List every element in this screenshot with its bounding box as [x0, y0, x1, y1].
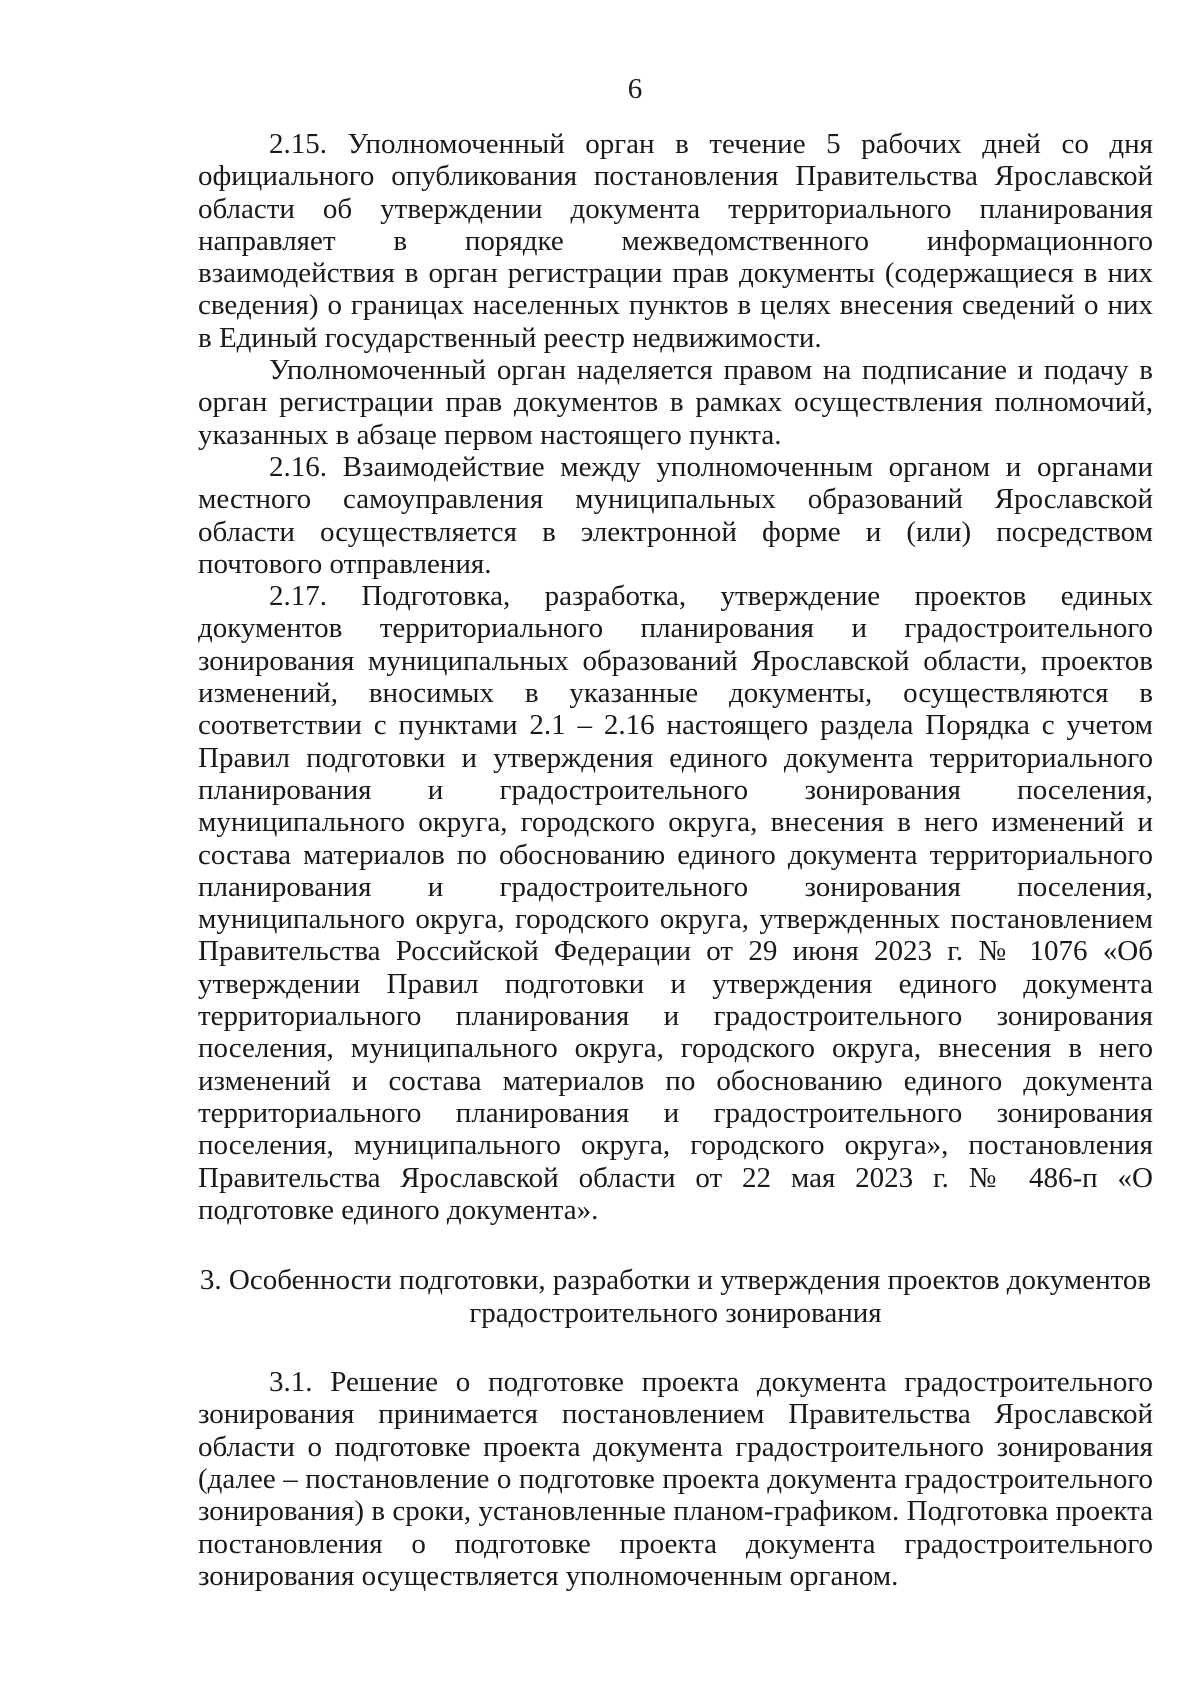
- paragraph-2-16: 2.16. Взаимодействие между уполномоченным органом и органами местного самоуправления муниципальных образований Ярославской области осуществляется в электронной форме и (или) посредством почтового отправления.: [198, 450, 1153, 580]
- paragraph-2-17: 2.17. Подготовка, разработка, утверждение проектов единых документов территориального планирования и градостроительного зонирования муниципальных образований Ярославской области, проектов изменений, вносимых в указанные документы, осуществляются в соответствии с пунктами 2.1 – 2.16 настоящего раздела Порядка с учетом Правил подготовки и утверждения единого документа территориального планирования и градостроительного зонирования поселения, муниципального округа, городского округа, внесения в него изменений и состава материалов по обоснованию единого документа территориального планирования и градостроительного зонирования поселения, муниципального округа, городского округа, утвержденных постановлением Правительства Российской Федерации от 29 июня 2023 г. № 1076 «Об утверждении Правил подготовки и утверждения единого документа территориального планирования и градостроительного зонирования поселения, муниципального округа, городского округа, внесения в него изменений и состава материалов по обоснованию единого документа территориального планирования и градостроительного зонирования поселения, муниципального округа, городского округа», постановления Правительства Ярославской области от 22 мая 2023 г. № 486-п «О подготовке единого документа».: [198, 580, 1153, 1226]
- page-number: 6: [627, 73, 643, 105]
- paragraph-2-15: 2.15. Уполномоченный орган в течение 5 рабочих дней со дня официального опубликования постановления Правительства Ярославской области об утверждении документа территориального планирования направляет в порядке межведомственного информационного взаимодействия в орган регистрации прав документы (содержащиеся в них сведения) о границах населенных пунктов в целях внесения сведений о них в Единый государственный реестр недвижимости.: [198, 128, 1153, 354]
- paragraph-2-15-authority: Уполномоченный орган наделяется правом на подписание и подачу в орган регистрации прав документов в рамках осуществления полномочий, указанных в абзаце первом настоящего пункта.: [198, 354, 1153, 451]
- section-3-heading-line1: 3. Особенности подготовки, разработки и утверждения проектов документов: [199, 1264, 1152, 1297]
- section-3-heading-line2: градостроительного зонирования: [469, 1297, 882, 1330]
- paragraph-3-1: 3.1. Решение о подготовке проекта документа градостроительного зонирования принимается постановлением Правительства Ярославской области о подготовке проекта документа градостроительного зонирования (далее – постановление о подготовке проекта документа градостроительного зонирования) в сроки, установленные планом-графиком. Подготовка проекта постановления о подготовке проекта документа градостроительного зонирования осуществляется уполномоченным органом.: [198, 1366, 1153, 1592]
- document-body: [198, 128, 1153, 1592]
- section-3-heading: [198, 1264, 1153, 1330]
